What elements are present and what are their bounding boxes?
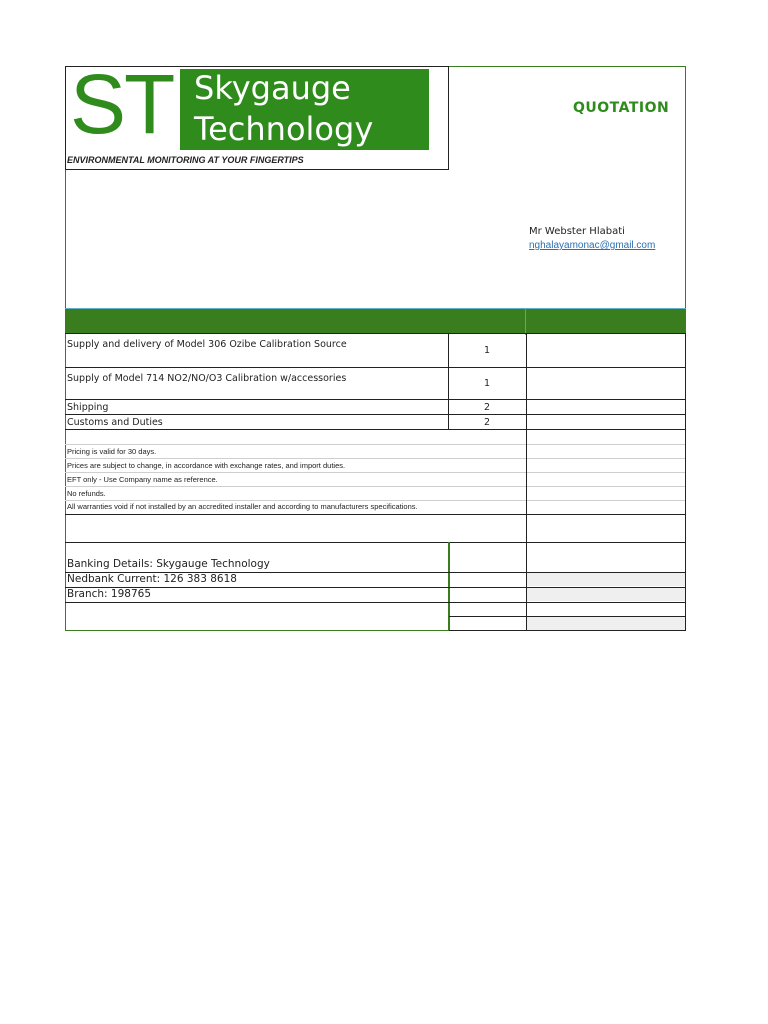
column-divider <box>526 429 527 542</box>
column-divider <box>685 429 686 542</box>
note-divider <box>65 500 686 501</box>
row-divider <box>65 333 686 334</box>
total-cell <box>527 573 685 586</box>
company-name-line1: Skygauge <box>194 69 351 107</box>
row-divider <box>65 399 686 400</box>
item-description: Supply of Model 714 NO2/NO/O3 Calibration w/accessories <box>67 373 347 384</box>
note-divider <box>65 444 686 445</box>
column-divider <box>685 333 686 429</box>
notes-bottom-line <box>65 514 686 515</box>
client-email-link[interactable]: nghalayamonac@gmail.com <box>529 240 656 251</box>
banking-row-line <box>65 602 686 603</box>
company-name-line2: Technology <box>194 110 374 148</box>
terms-note: EFT only - Use Company name as reference. <box>67 475 218 484</box>
total-cell <box>527 617 685 630</box>
item-quantity: 1 <box>483 378 491 389</box>
banking-row-line <box>449 630 686 631</box>
item-quantity: 2 <box>483 402 491 413</box>
banking-branch: Branch: 198765 <box>67 588 151 600</box>
company-tagline: ENVIRONMENTAL MONITORING AT YOUR FINGERTIPS <box>67 155 304 165</box>
item-quantity: 2 <box>483 417 491 428</box>
note-divider <box>65 472 686 473</box>
terms-note: No refunds. <box>67 489 106 498</box>
terms-note: All warranties void if not installed by an accredited installer and according to manufacturers specifications. <box>67 502 418 511</box>
total-cell <box>527 588 685 601</box>
terms-note: Pricing is valid for 30 days. <box>67 447 157 456</box>
item-description: Supply and delivery of Model 306 Ozibe Calibration Source <box>67 339 347 350</box>
banking-details: Banking Details: Skygauge Technology <box>67 558 270 570</box>
item-description: Customs and Duties <box>67 417 163 428</box>
item-description: Shipping <box>67 402 109 413</box>
logo-letters: ST <box>70 57 174 151</box>
terms-note: Prices are subject to change, in accordance with exchange rates, and import duties. <box>67 461 346 470</box>
row-divider <box>65 367 686 368</box>
banking-row-line <box>65 587 686 588</box>
banking-account: Nedbank Current: 126 383 8618 <box>67 573 237 585</box>
row-divider <box>65 429 686 430</box>
page-title: QUOTATION <box>573 100 670 116</box>
item-quantity: 1 <box>483 345 491 356</box>
banking-row-line <box>449 616 686 617</box>
row-divider <box>65 414 686 415</box>
note-divider <box>65 458 686 459</box>
client-name: Mr Webster Hlabati <box>529 226 625 237</box>
note-divider <box>65 486 686 487</box>
table-header-bar <box>65 308 686 334</box>
banking-top-line <box>65 542 686 543</box>
